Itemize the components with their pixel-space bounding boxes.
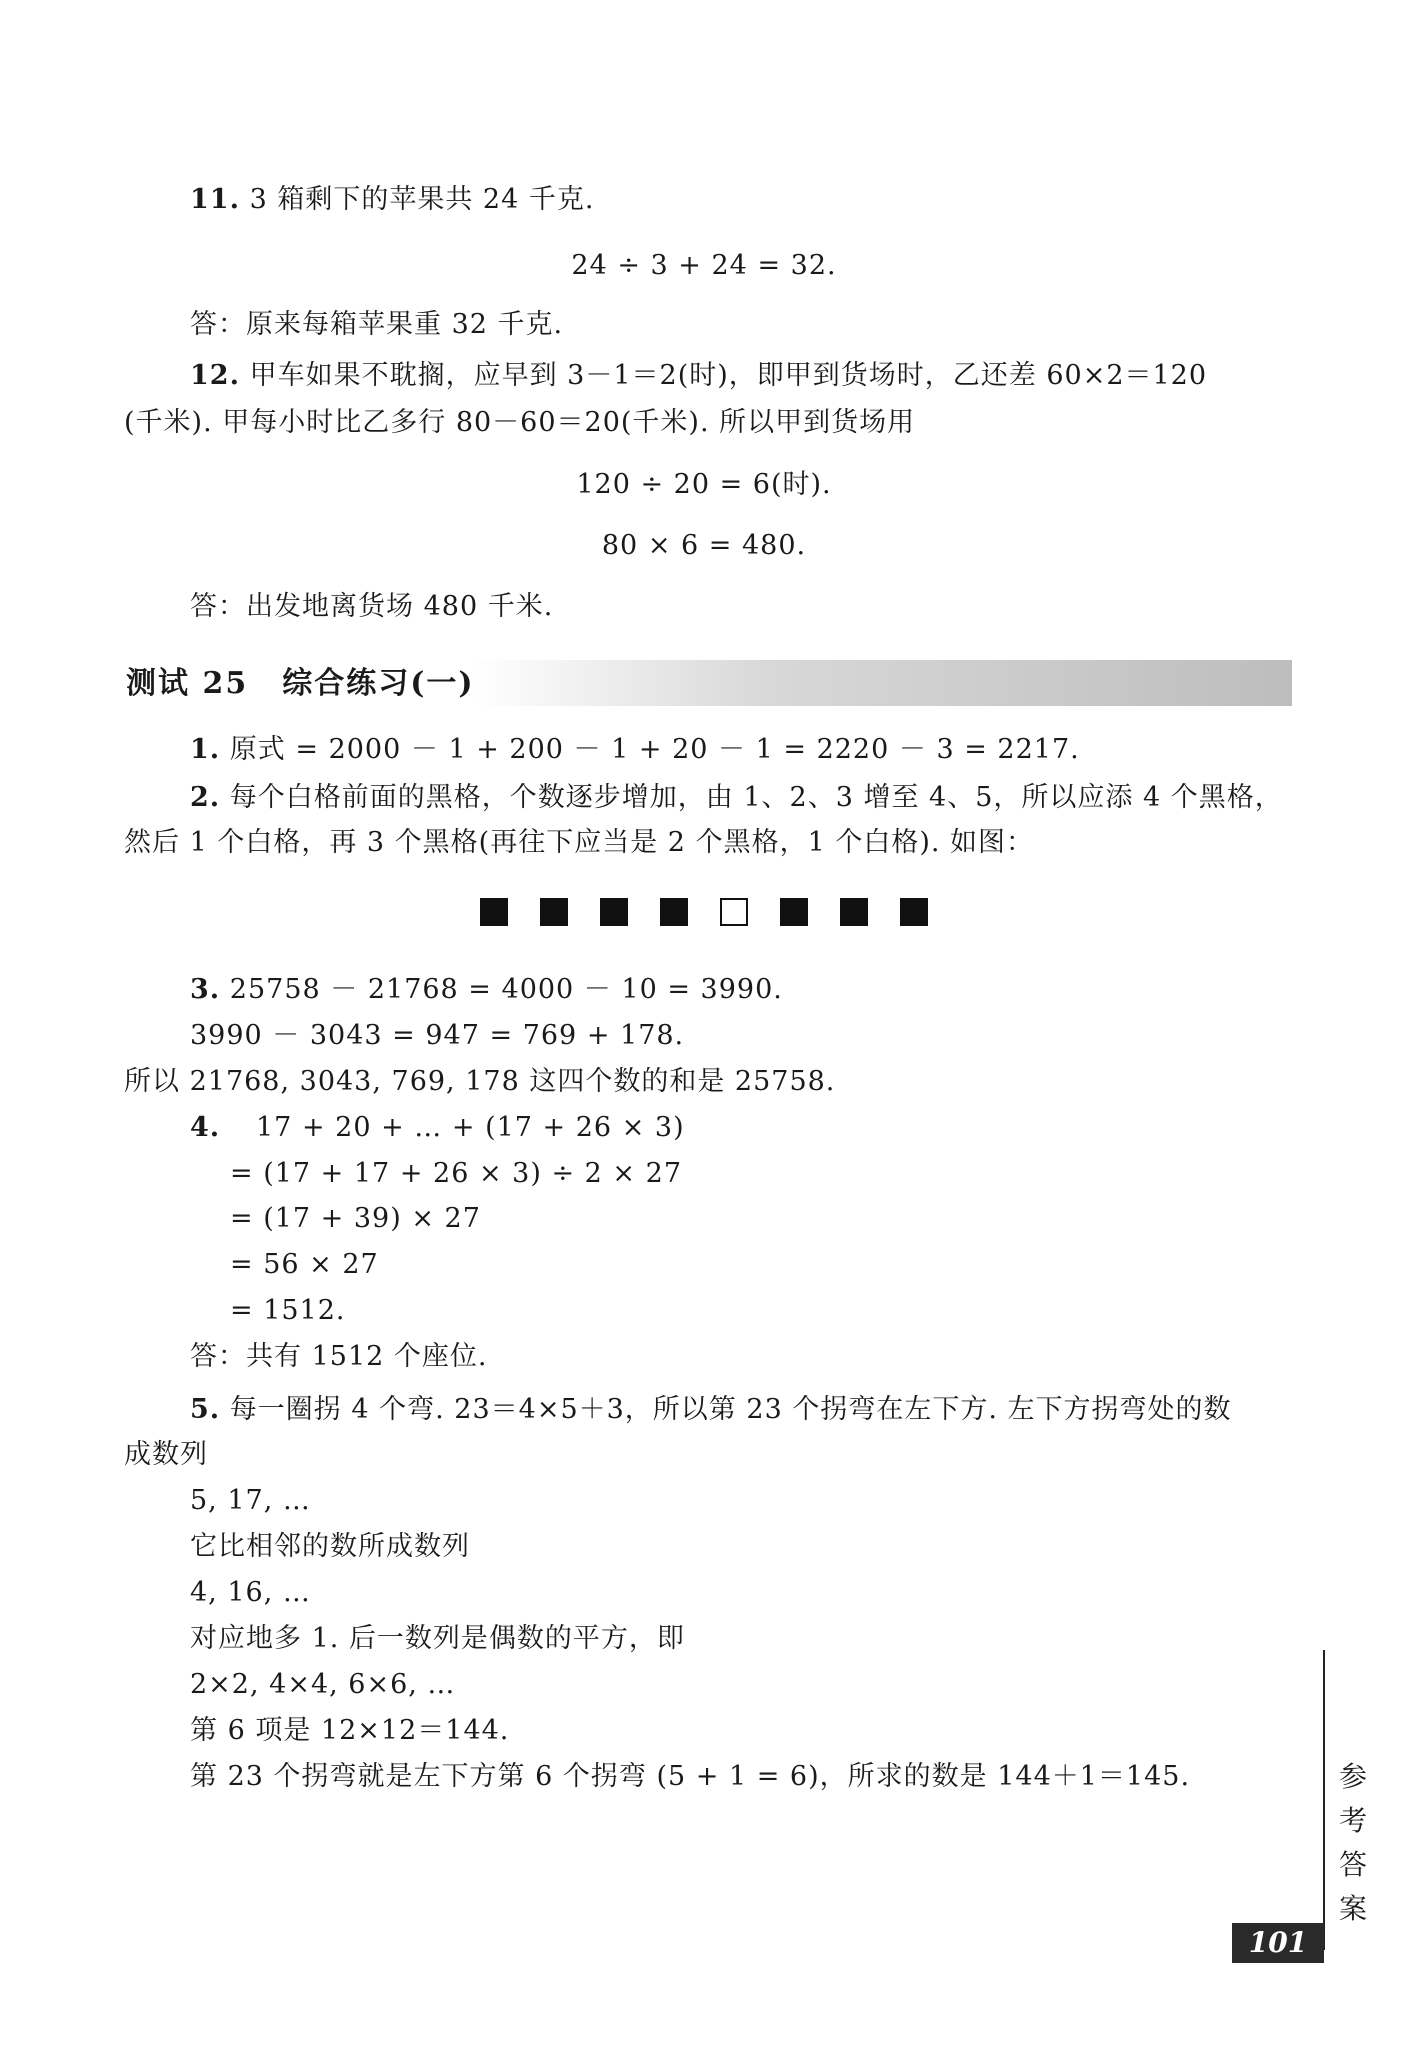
q12-line2: (千米). 甲每小时比乙多行 80－60＝20(千米). 所以甲到货场用	[124, 407, 916, 438]
black-cell	[600, 898, 628, 926]
q12-answer: 答：出发地离货场 480 千米.	[190, 591, 554, 622]
q11-line1: 11. 3 箱剩下的苹果共 24 千克.	[190, 184, 595, 215]
item4-line2: = (17 + 17 + 26 × 3) ÷ 2 × 27	[230, 1158, 682, 1189]
item5-line4: 它比相邻的数所成数列	[190, 1531, 470, 1562]
black-cell	[540, 898, 568, 926]
sidebar-char: 参	[1338, 1760, 1367, 1793]
item4-number: 4.	[190, 1112, 221, 1143]
item3-line3: 所以 21768, 3043, 769, 178 这四个数的和是 25758.	[124, 1066, 836, 1097]
section-code: 测试 25	[126, 666, 249, 701]
q11-formula: 24 ÷ 3 + 24 = 32.	[571, 250, 837, 281]
page-number: 101	[1232, 1923, 1324, 1963]
item5-line8: 第 6 项是 12×12＝144.	[190, 1715, 510, 1746]
item4-answer: 答：共有 1512 个座位.	[190, 1341, 488, 1372]
item1-line: 1. 原式 = 2000 － 1 + 200 － 1 + 20 － 1 = 2220 － 3 = 2217.	[190, 734, 1080, 765]
section-title: 综合练习(一)	[282, 666, 475, 701]
item4-line5: = 1512.	[230, 1295, 346, 1326]
item5-number: 5.	[190, 1394, 221, 1425]
q12-line1: 12. 甲车如果不耽搁，应早到 3－1＝2(时)，即甲到货场时，乙还差 60×2＝120	[190, 360, 1208, 391]
black-cell	[900, 898, 928, 926]
item5-line5: 4, 16, …	[190, 1577, 311, 1608]
item5-line7: 2×2, 4×4, 6×6, …	[190, 1669, 456, 1700]
item5-line1: 5. 每一圈拐 4 个弯. 23＝4×5＋3，所以第 23 个拐弯在左下方. 左下方拐弯处的数	[190, 1394, 1232, 1425]
item5-line6: 对应地多 1. 后一数列是偶数的平方，即	[190, 1623, 685, 1654]
black-cell	[480, 898, 508, 926]
item4-line1: 17 + 20 + … + (17 + 26 × 3)	[256, 1112, 685, 1143]
sidebar-rule	[1323, 1650, 1325, 1950]
item3-line1: 3. 25758 － 21768 = 4000 － 10 = 3990.	[190, 974, 783, 1005]
sidebar-char: 案	[1338, 1892, 1367, 1925]
black-cell	[780, 898, 808, 926]
item3-number: 3.	[190, 974, 221, 1005]
q11-number: 11.	[190, 184, 240, 215]
item2-line2: 然后 1 个白格，再 3 个黑格(再往下应当是 2 个黑格，1 个白格). 如图：	[124, 827, 1035, 858]
black-cell	[840, 898, 868, 926]
q12-formula-1: 120 ÷ 20 = 6(时).	[576, 469, 832, 500]
white-cell	[720, 898, 748, 926]
item4-line4: = 56 × 27	[230, 1249, 379, 1280]
sidebar-char: 考	[1338, 1804, 1367, 1837]
item2-number: 2.	[190, 782, 221, 813]
item5-line3: 5, 17, …	[190, 1485, 311, 1516]
watermark-logo	[1266, 1962, 1398, 2010]
black-cell	[660, 898, 688, 926]
sidebar-label	[1333, 1755, 1373, 1931]
item2-line1: 2. 每个白格前面的黑格，个数逐步增加，由 1、2、3 增至 4、5，所以应添 4 个黑格，	[190, 782, 1283, 813]
q12-number: 12.	[190, 360, 240, 391]
item5-line9: 第 23 个拐弯就是左下方第 6 个拐弯 (5 + 1 = 6)，所求的数是 144＋1＝145.	[190, 1761, 1191, 1792]
item3-line2: 3990 － 3043 = 947 = 769 + 178.	[190, 1020, 685, 1051]
item5-line2: 成数列	[124, 1439, 208, 1470]
item1-number: 1.	[190, 734, 221, 765]
sidebar-char: 答	[1338, 1848, 1367, 1881]
item4-line3: = (17 + 39) × 27	[230, 1203, 481, 1234]
q11-answer: 答：原来每箱苹果重 32 千克.	[190, 309, 564, 340]
section-heading	[126, 664, 475, 704]
q12-formula-2: 80 × 6 = 480.	[601, 530, 807, 561]
